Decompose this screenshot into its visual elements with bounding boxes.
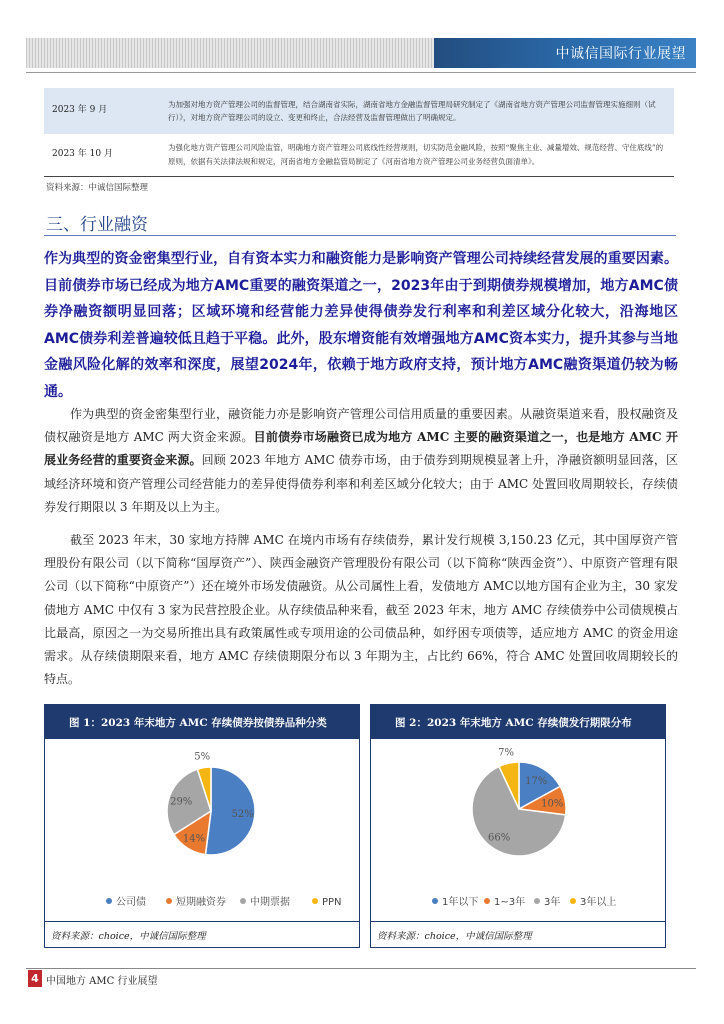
footer-title: 中国地方 AMC 行业展望 xyxy=(46,976,158,987)
legend-marker xyxy=(484,898,490,904)
row-text: 为加强对地方资产管理公司的监督管理，结合湖南省实际，湖南省地方金融监督管理局研究制定了《湖南省地方资产管理公司监督管理实施细则（试行）》，对地方资产管理公司的设立、变更和终止，合法经营及监督管理做出了明确规定。 xyxy=(164,88,674,134)
slice-label: 17% xyxy=(525,775,548,787)
slice-label: 7% xyxy=(498,747,515,759)
legend-label: 1年以下 xyxy=(442,897,479,908)
legend-label: 1~3年 xyxy=(494,897,526,908)
chart-figure-1 xyxy=(44,704,360,948)
chart-title: 图 2：2023 年末地方 AMC 存续债发行期限分布 xyxy=(371,705,665,739)
footer-divider xyxy=(26,968,696,969)
pie-chart xyxy=(371,739,665,921)
body-paragraph-1 xyxy=(44,403,678,519)
paragraph-text: 作为典型的资金密集型行业，融资能力亦是影响资产管理公司信用质量的重要因素。从融资渠道来看，股权融资及债权融资是地方 AMC 两大资金来源。 xyxy=(44,407,678,445)
table-row xyxy=(44,88,674,134)
legend-marker xyxy=(432,898,438,904)
body-paragraph-2: 截至 2023 年末，30 家地方持牌 AMC 在境内市场有存续债券，累计发行规模 3,150.23 亿元，其中国厚资产管理股份有限公司（以下简称“国厚资产”）、陕西金融资产管理股份有限公司（以下简称“陕西金资”）、中原资产管理有限公司（以下简称“中原资产”）还在境外市场发债融资。从公司属性上看，发债地方 AMC以地方国有企业为主，30 家发债地方 AMC 中仅有 3 家为民营控股企业。从存续债品种来看，截至 2023 年末，地方 AMC 存续债券中公司债规模占比最高，原因之一为交易所推出具有政策属性或专项用途的公司债品种，如纾困专项债等，适应地方 AMC 的资金用途需求。从存续债期限来看，地方 AMC 存续债期限分布以 3 年期为主，占比约 66%，符合 AMC 处置回收周期较长的特点。 xyxy=(44,533,678,687)
legend-marker xyxy=(534,898,540,904)
slice-label: 14% xyxy=(182,833,206,845)
row-date: 2023 年 9 月 xyxy=(44,88,164,134)
slice-label: 66% xyxy=(487,832,511,844)
row-text: 为强化地方资产管理公司风险监管，明确地方资产管理公司底线性经营规则，切实防范金融风险，按照“聚焦主业、减量增效、规范经营、守住底线”的原则，依据有关法律法规和规定，河南省地方金融监管局制定了《河南省地方资产管理公司业务经营负面清单》。 xyxy=(164,134,674,176)
header-bar xyxy=(26,38,696,68)
legend-label: 3年以上 xyxy=(580,897,617,908)
paragraph-text: 回顾 2023 年地方 AMC 债券市场，由于债券到期规模显著上升，净融资额明显回落，区域经济环境和资产管理公司经营能力的差异使得债券利率和利差区域分化较大；由于 AMC 处置回收周期较长，存续债券发行期限以 3 年期及以上为主。 xyxy=(44,453,678,514)
chart-title: 图 1：2023 年末地方 AMC 存续债券按债券品种分类 xyxy=(45,705,359,739)
legend-marker xyxy=(312,898,318,904)
chart-source: 资料来源：choice，中诚信国际整理 xyxy=(45,921,359,947)
table-source: 资料来源：中诚信国际整理 xyxy=(46,183,149,193)
legend-label: 短期融资券 xyxy=(176,897,226,908)
policy-table xyxy=(44,88,674,177)
paragraph-emphasis: 目前债券市场融资已成为地方 AMC 主要的融资渠道之一，也是地方 AMC 开展业务经营的重要资金来源。 xyxy=(44,430,678,468)
legend-marker xyxy=(106,898,112,904)
table-row xyxy=(44,134,674,176)
summary-paragraph: 作为典型的资金密集型行业，自有资本实力和融资能力是影响资产管理公司持续经营发展的重要因素。目前债券市场已经成为地方AMC重要的融资渠道之一，2023年由于到期债券规模增加，地方AMC债券净融资额明显回落；区域环境和经营能力差异使得债券发行利率和利差区域分化较大，沿海地区AMC债券利差普遍较低且趋于平稳。此外，股东增资能有效增强地方AMC资本实力，提升其参与当地金融风险化解的效率和深度，展望2024年，依赖于地方政府支持，预计地方AMC融资渠道仍较为畅通。 xyxy=(44,251,678,400)
page-number: 4 xyxy=(28,970,42,987)
legend-marker xyxy=(166,898,172,904)
legend-marker xyxy=(240,898,246,904)
legend-label: 中期票据 xyxy=(250,897,290,908)
section-divider xyxy=(44,235,676,236)
section-title: 三、行业融资 xyxy=(46,215,148,235)
chart-source: 资料来源：choice，中诚信国际整理 xyxy=(371,921,665,947)
legend-marker xyxy=(570,898,576,904)
slice-label: 10% xyxy=(541,798,564,810)
header-divider xyxy=(26,72,696,73)
legend-label: 3年 xyxy=(544,897,561,908)
slice-label: 29% xyxy=(170,796,193,808)
chart-figure-2 xyxy=(370,704,666,948)
pie-chart xyxy=(45,739,359,921)
brand-title: 中诚信国际行业展望 xyxy=(555,46,686,62)
slice-label: 52% xyxy=(231,809,254,820)
row-date: 2023 年 10 月 xyxy=(44,134,164,176)
slice-label: 5% xyxy=(194,751,211,763)
brand-box xyxy=(434,38,696,68)
legend-label: PPN xyxy=(322,897,342,908)
legend-label: 公司债 xyxy=(116,897,146,908)
